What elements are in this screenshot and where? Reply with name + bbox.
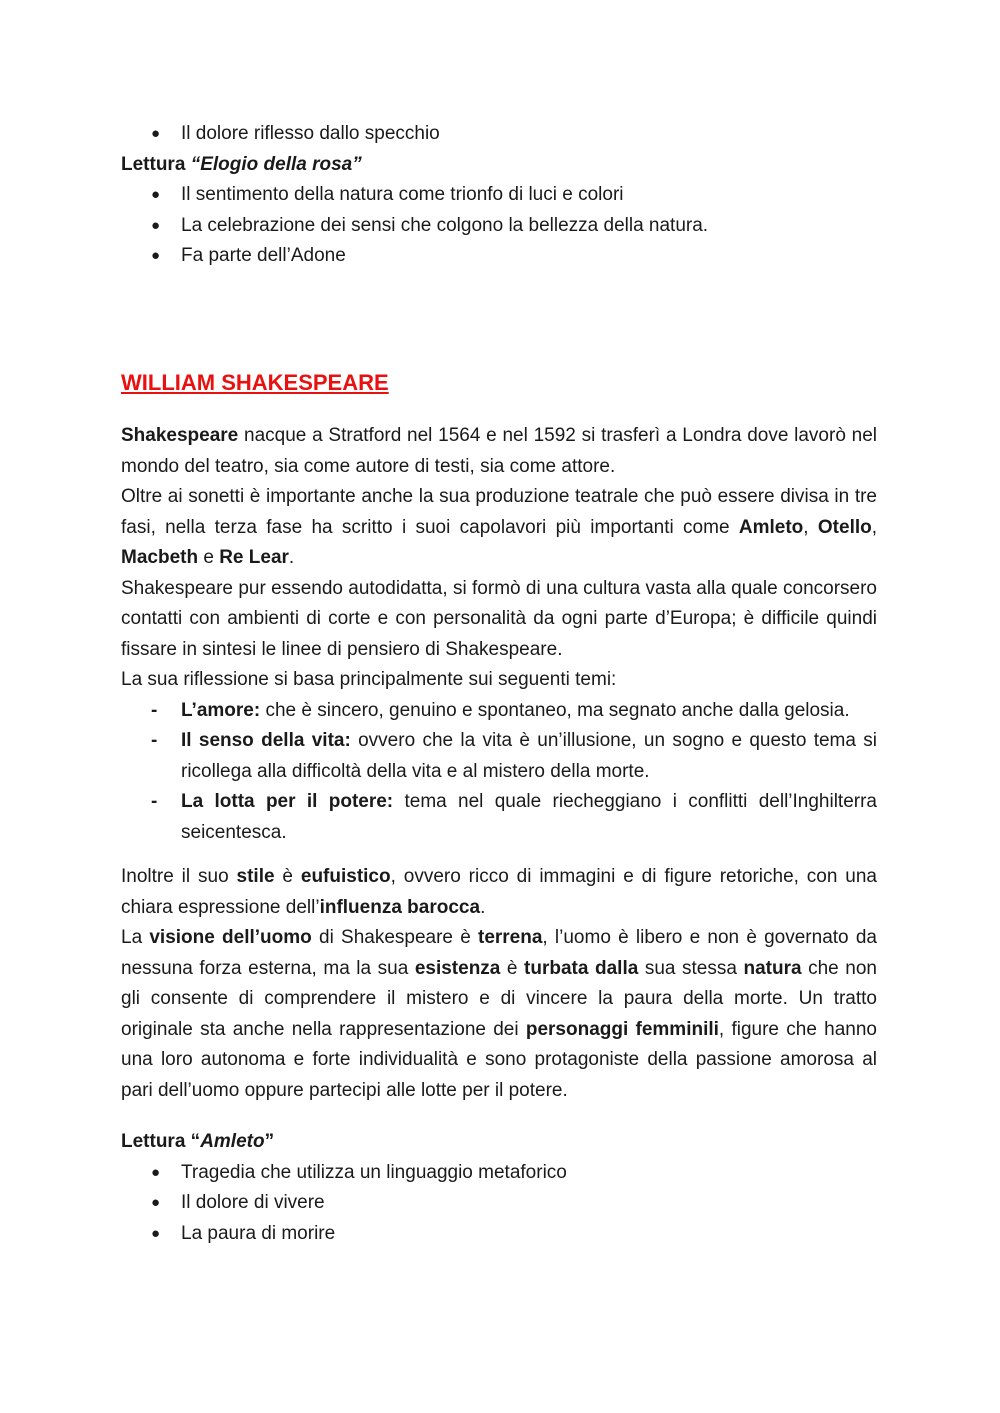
list-item: ● Il dolore di vivere xyxy=(121,1188,877,1219)
text: sua stessa xyxy=(638,957,744,979)
text: , xyxy=(803,516,818,538)
rosa-bullet-list xyxy=(121,180,877,272)
paragraph-themes-intro: La sua riflessione si basa principalmente sui seguenti temi: xyxy=(121,669,617,690)
list-item: ● Il dolore riflesso dallo specchio xyxy=(121,119,877,150)
amleto-section xyxy=(121,1127,877,1249)
text: tema nel quale riecheggiano i conflitti dell’Inghilterra seicentesca. xyxy=(181,791,877,843)
reading-suffix: ” xyxy=(264,1131,275,1152)
text: è xyxy=(274,866,301,887)
top-bullet-list xyxy=(121,119,877,150)
text: , xyxy=(871,516,878,538)
list-item xyxy=(121,696,877,727)
list-item: ● La paura di morire xyxy=(121,1219,877,1250)
reading-heading-rosa xyxy=(121,150,877,181)
bold-text: influenza barocca xyxy=(319,896,481,918)
bold-text: Shakespeare xyxy=(121,425,239,446)
text: . xyxy=(480,896,486,918)
section-title: WILLIAM SHAKESPEARE xyxy=(121,370,389,395)
text: Inoltre il suo xyxy=(121,866,237,887)
bold-text: Re Lear xyxy=(219,547,289,568)
paragraph-vision xyxy=(121,923,877,1106)
text: La xyxy=(121,927,150,948)
reading-title: “Elogio della rosa” xyxy=(190,153,362,175)
paragraph-style xyxy=(121,862,877,923)
top-section xyxy=(121,119,877,272)
text: che non gli consente di comprendere il mistero e di vincere la paura della morte. Un tratto originale sta anche nella rappresentazione dei xyxy=(121,957,877,1040)
section-title-wrap xyxy=(121,368,877,399)
paragraph-works xyxy=(121,482,877,574)
body-section-2 xyxy=(121,862,877,1106)
amleto-bullet-list xyxy=(121,1158,877,1250)
bold-text: Otello xyxy=(817,516,872,538)
text: nacque a Stratford nel 1564 e nel 1592 si trasferì a Londra dove lavorò nel mondo del teatro, sia come autore di testi, sia come attore. xyxy=(121,425,877,477)
reading-heading-amleto xyxy=(121,1127,877,1158)
text: ovvero che la vita è un’illusione, un sogno e questo tema si ricollega alla difficoltà della vita e al mistero della morte. xyxy=(181,730,877,782)
text: , figure che hanno una loro autonoma e forte individualità e sono protagoniste della passione amorosa al pari dell’uomo oppure partecipi alle lotte per il potere. xyxy=(121,1018,877,1101)
text: , ovvero ricco di immagini e di figure retoriche, con una chiara espressione dell’ xyxy=(121,866,878,918)
bold-text: natura xyxy=(743,957,802,979)
bold-text: La lotta per il potere: xyxy=(181,791,394,812)
text: che è sincero, genuino e spontaneo, ma segnato anche dalla gelosia. xyxy=(260,699,850,721)
bold-text: terrena xyxy=(478,927,543,948)
body-section xyxy=(121,421,877,848)
list-item: ● Il sentimento della natura come trionfo di luci e colori xyxy=(121,180,877,211)
reading-title: Amleto xyxy=(200,1131,265,1152)
list-item xyxy=(121,726,877,787)
paragraph-intro xyxy=(121,421,877,482)
bold-text: visione dell’uomo xyxy=(149,927,312,948)
bold-text: Macbeth xyxy=(121,547,199,568)
reading-prefix: Lettura “ xyxy=(121,1131,201,1152)
paragraph-culture: Shakespeare pur essendo autodidatta, si formò di una cultura vasta alla quale concorsero contatti con ambienti di corte e con personalità da ogni parte d’Europa; è difficile quindi fissare in sintesi le linee di pensiero di Shakespeare. xyxy=(121,577,877,660)
text: di Shakespeare è xyxy=(311,927,478,948)
text: , l’uomo è libero e non è governato da nessuna forza esterna, ma la sua xyxy=(121,927,877,979)
bold-text: personaggi femminili xyxy=(525,1018,719,1040)
bold-text: Amleto xyxy=(738,516,804,538)
reading-prefix: Lettura xyxy=(121,153,191,175)
list-item: ● Fa parte dell’Adone xyxy=(121,241,877,272)
text: Oltre ai sonetti è importante anche la sua produzione teatrale che può essere divisa in tre fasi, nella terza fase ha scritto i suoi capolavori più importanti come xyxy=(121,486,877,538)
text: e xyxy=(198,547,220,568)
bold-text: turbata dalla xyxy=(524,957,639,979)
bold-text: L’amore: xyxy=(181,699,261,721)
list-item: ● Tragedia che utilizza un linguaggio metaforico xyxy=(121,1158,877,1189)
bold-text: esistenza xyxy=(414,957,501,979)
bold-text: Il senso della vita: xyxy=(181,730,351,751)
list-item xyxy=(121,787,877,848)
text: . xyxy=(288,547,295,568)
bold-text: stile xyxy=(236,866,275,887)
bold-text: eufuistico xyxy=(300,866,391,887)
list-item: ● La celebrazione dei sensi che colgono la bellezza della natura. xyxy=(121,211,877,242)
themes-list xyxy=(121,696,877,849)
text: è xyxy=(500,957,525,979)
